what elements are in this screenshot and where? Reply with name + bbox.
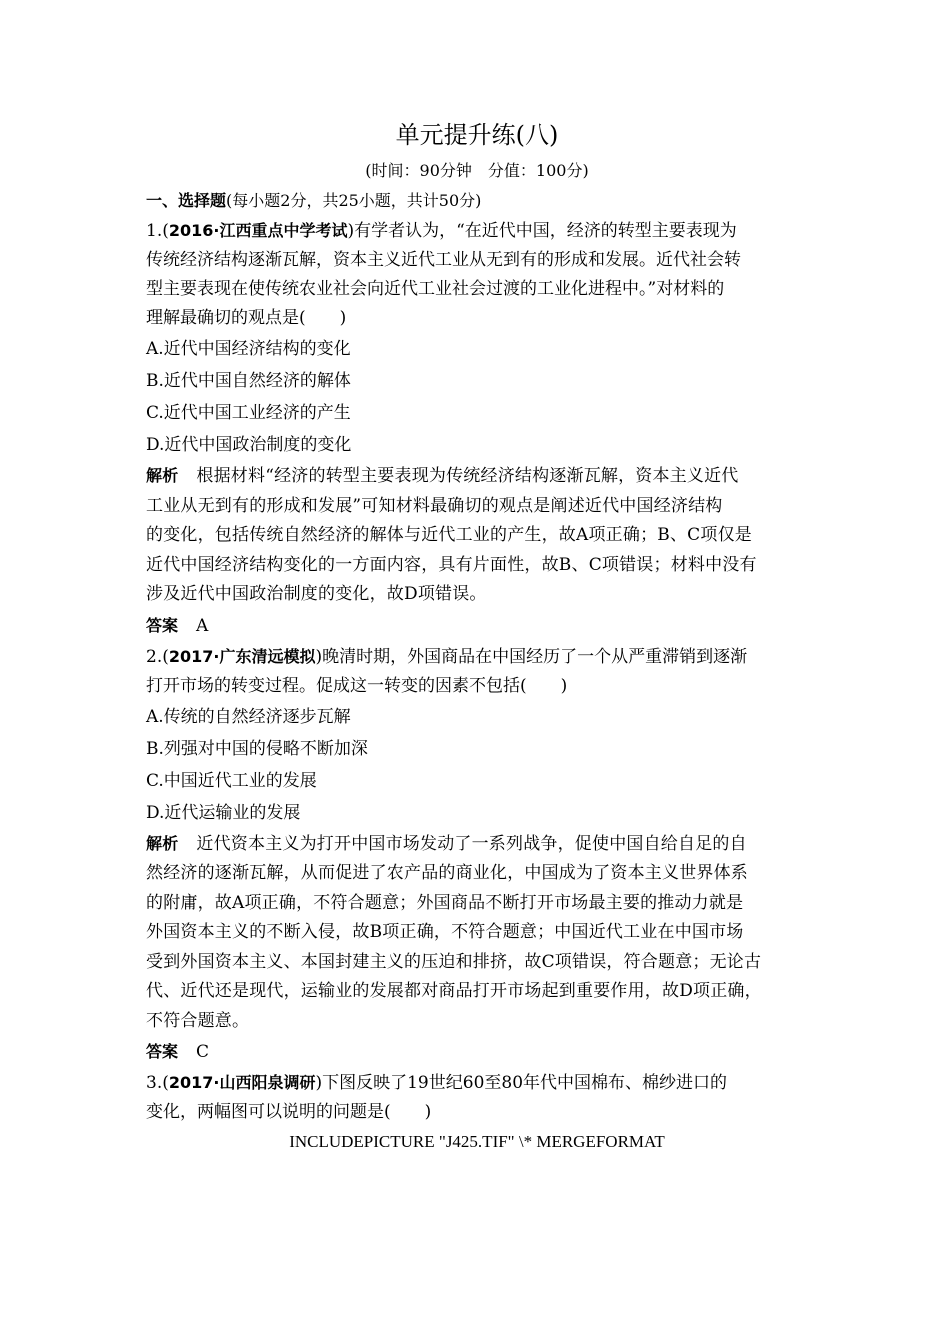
answer-value: A — [196, 615, 209, 636]
analysis-line — [146, 461, 808, 492]
analysis-line: 近代中国经济结构变化的一方面内容，具有片面性，故B、C项错误；材料中没有 — [146, 554, 757, 575]
question-text: )晚清时期，外国商品在中国经历了一个从严重滞销到逐渐 — [315, 646, 748, 667]
answer-label: 答案 — [146, 615, 179, 635]
question-source: 2017·广东清远模拟 — [168, 646, 316, 666]
section-label: 一、选择题 — [146, 191, 227, 210]
analysis-line: 受到外国资本主义、本国封建主义的压迫和排挤，故C项错误，符合题意；无论古 — [146, 951, 762, 972]
question-stem-line: 理解最确切的观点是( ) — [146, 308, 347, 328]
analysis-label: 解析 — [146, 833, 179, 853]
option-a: A.近代中国经济结构的变化 — [146, 339, 351, 359]
answer-label: 答案 — [146, 1042, 179, 1061]
analysis-line: 不符合题意。 — [146, 1010, 250, 1031]
analysis-line: 的变化，包括传统自然经济的解体与近代工业的产生，故A项正确；B、C项仅是 — [146, 525, 752, 545]
question-stem-line: 传统经济结构逐渐瓦解，资本主义近代工业从无到有的形成和发展。近代社会转 — [146, 250, 741, 270]
analysis-line: 的附庸，故A项正确，不符合题意；外国商品不断打开市场最主要的推动力就是 — [146, 892, 744, 913]
figure-placeholder-field-code: INCLUDEPICTURE "J425.TIF" \* MERGEFORMAT — [289, 1132, 665, 1151]
question-2 — [146, 642, 808, 1069]
section-note: (每小题2分，共25小题，共计50分) — [226, 191, 482, 210]
analysis — [146, 461, 808, 610]
section-heading — [146, 186, 808, 216]
page-title: 单元提升练(八) — [395, 121, 559, 149]
option-c: C.中国近代工业的发展 — [146, 770, 317, 791]
question-text: )下图反映了19世纪60至80年代中国棉布、棉纱进口的 — [315, 1073, 728, 1093]
question-text: )有学者认为，“在近代中国，经济的转型主要表现为 — [347, 221, 737, 241]
answer-line — [146, 610, 808, 642]
question-number: 1.( — [146, 221, 169, 241]
analysis-line: 涉及近代中国政治制度的变化，故D项错误。 — [146, 584, 487, 604]
analysis-text: 根据材料“经济的转型主要表现为传统经济结构逐渐瓦解，资本主义近代 — [196, 466, 739, 486]
analysis-line: 然经济的逐渐瓦解，从而促进了农产品的商业化，中国成为了资本主义世界体系 — [146, 863, 748, 883]
option-b: B.列强对中国的侵略不断加深 — [146, 738, 368, 759]
answer-line — [146, 1036, 808, 1068]
question-3 — [146, 1068, 808, 1157]
question-stem-line: 变化，两幅图可以说明的问题是( ) — [146, 1102, 432, 1122]
analysis-line: 外国资本主义的不断入侵，故B项正确，不符合题意；中国近代工业在中国市场 — [146, 922, 744, 942]
analysis-label: 解析 — [146, 466, 179, 485]
answer-value: C — [196, 1042, 210, 1062]
question-1 — [146, 216, 808, 642]
option-b: B.近代中国自然经济的解体 — [146, 371, 351, 391]
option-c: C.近代中国工业经济的产生 — [146, 403, 351, 423]
document-page — [146, 118, 808, 1157]
option-d: D.近代运输业的发展 — [146, 802, 301, 823]
question-stem-line: 型主要表现在使传统农业社会向近代工业社会过渡的工业化进程中。”对材料的 — [146, 279, 725, 299]
question-number: 3.( — [146, 1073, 169, 1093]
analysis-line: 代、近代还是现代，运输业的发展都对商品打开市场起到重要作用，故D项正确， — [146, 981, 762, 1001]
question-stem-line — [146, 642, 808, 672]
page-subtitle: (时间：90分钟 分值：100分) — [365, 161, 589, 180]
analysis-line — [146, 829, 808, 860]
option-a: A.传统的自然经济逐步瓦解 — [146, 706, 351, 727]
question-number: 2.( — [146, 646, 169, 667]
analysis-text: 近代资本主义为打开中国市场发动了一系列战争，促使中国自给自足的自 — [196, 833, 747, 854]
question-stem-line — [146, 1068, 808, 1098]
analysis-line: 工业从无到有的形成和发展”可知材料最确切的观点是阐述近代中国经济结构 — [146, 495, 723, 516]
question-source: 2017·山西阳泉调研 — [168, 1073, 316, 1092]
question-source: 2016·江西重点中学考试 — [168, 221, 348, 240]
analysis — [146, 829, 808, 1037]
question-stem-line — [146, 216, 808, 246]
question-stem-line: 打开市场的转变过程。促成这一转变的因素不包括( ) — [146, 675, 568, 696]
option-d: D.近代中国政治制度的变化 — [146, 435, 352, 455]
